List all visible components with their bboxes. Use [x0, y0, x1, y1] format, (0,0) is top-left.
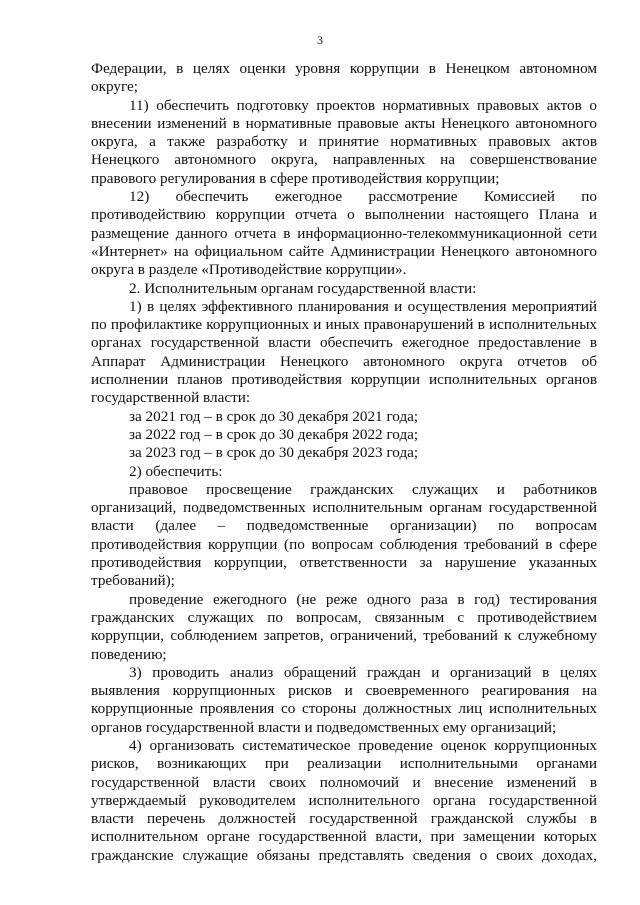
- paragraph-continuation: Федерации, в целях оценки уровня коррупции в Ненецком автономном округе;: [91, 60, 597, 96]
- paragraph-item-4: 4) организовать систематическое проведение оценок коррупционных рисков, возникающих при реализации исполнительными органами государственной власти своих полномочий и внесение изменений в утверждаемый руководителем исполнительного органа государственной власти перечень должностей государственной гражданской службы в исполнительном органе государственной власти, при замещении которых гражданские служащие обязаны представлять сведения о своих доходах,: [91, 736, 597, 864]
- paragraph-item-11: 11) обеспечить подготовку проектов нормативных правовых актов о внесении изменений в нормативные правовые акты Ненецкого автономного округа, а также разработку и принятие нормативных правовых актов Ненецкого автономного округа, направленных на совершенствование правового регулирования в сфере противодействия коррупции;: [91, 96, 597, 187]
- paragraph-annual-testing: проведение ежегодного (не реже одного раза в год) тестирования гражданских служащих по вопросам, связанным с противодействием коррупции, соблюдением запретов, ограничений, требований к служебному поведению;: [91, 590, 597, 663]
- deadline-2021: за 2021 год – в срок до 30 декабря 2021 года;: [129, 407, 419, 425]
- paragraph-item-1: 1) в целях эффективного планирования и осуществления мероприятий по профилактике коррупционных и иных правонарушений в исполнительных органах государственной власти обеспечить ежегодное предоставление в Аппарат Администрации Ненецкого автономного округа отчетов об исполнении планов противодействия коррупции исполнительных органов государственной власти:: [91, 297, 597, 407]
- paragraph-legal-education: правовое просвещение гражданских служащих и работников организаций, подведомственных исполнительным органам государственной власти (далее – подведомственные организации) по вопросам противодействия коррупции (по вопросам соблюдения требований в сфере противодействия коррупции, ответственности за нарушение указанных требований);: [91, 480, 597, 590]
- paragraph-item-3: 3) проводить анализ обращений граждан и организаций в целях выявления коррупционных рисков и своевременного реагирования на коррупционные проявления со стороны должностных лиц исполнительных органов государственной власти и подведомственных ему организаций;: [91, 663, 597, 736]
- page-number: 3: [317, 33, 323, 47]
- paragraph-item-2: 2) обеспечить:: [129, 462, 223, 480]
- deadline-2022: за 2022 год – в срок до 30 декабря 2022 года;: [129, 425, 419, 443]
- section-heading-2: 2. Исполнительным органам государственной власти:: [129, 279, 477, 297]
- deadline-2023: за 2023 год – в срок до 30 декабря 2023 года;: [129, 444, 419, 462]
- document-body: [91, 60, 597, 865]
- paragraph-item-12: 12) обеспечить ежегодное рассмотрение Комиссией по противодействию коррупции отчета о выполнении настоящего Плана и размещение данного отчета в информационно-телекоммуникационной сети «Интернет» на официальном сайте Администрации Ненецкого автономного округа в разделе «Противодействие коррупции».: [91, 188, 597, 279]
